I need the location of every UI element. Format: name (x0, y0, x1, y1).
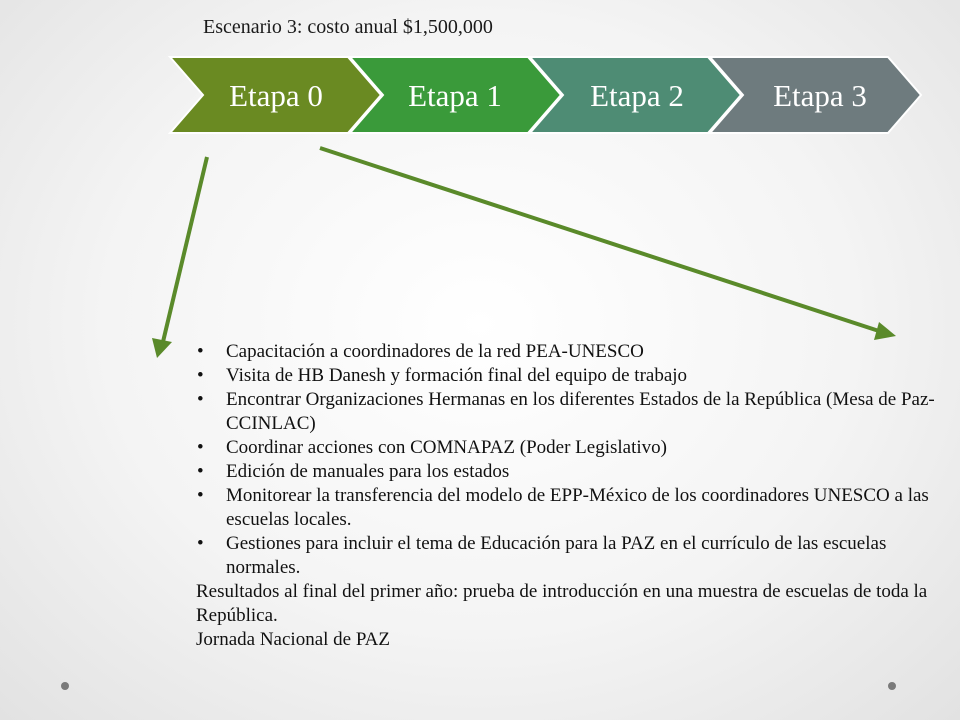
stage-0 (170, 57, 381, 133)
list-item: • Gestiones para incluir el tema de Educación para la PAZ en el currículo de las escuelas normales. (196, 532, 944, 580)
stage-3-label: Etapa 3 (773, 78, 867, 113)
list-item: • Visita de HB Danesh y formación final del equipo de trabajo (196, 364, 944, 388)
list-item: • Capacitación a coordinadores de la red PEA-UNESCO (196, 340, 944, 364)
results-paragraph: Resultados al final del primer año: prueba de introducción en una muestra de escuelas de toda la República. (196, 581, 928, 626)
slide-title: Escenario 3: costo anual $1,500,000 (203, 16, 493, 38)
stage-1-label: Etapa 1 (408, 78, 502, 113)
list-item: • Coordinar acciones con COMNAPAZ (Poder Legislativo) (196, 436, 944, 460)
list-item: • Monitorear la transferencia del modelo de EPP-México de los coordinadores UNESCO a las escuelas locales. (196, 484, 944, 532)
content-area (196, 340, 944, 652)
stage-2-label: Etapa 2 (590, 78, 684, 113)
activity-list (196, 340, 944, 580)
jornada-line: Jornada Nacional de PAZ (196, 629, 390, 650)
list-item: • Encontrar Organizaciones Hermanas en los diferentes Estados de la República (Mesa de Paz-CCINLAC) (196, 388, 944, 436)
list-item: • Edición de manuales para los estados (196, 460, 944, 484)
decorative-dot-left (61, 682, 69, 690)
decorative-dot-right (888, 682, 896, 690)
stage-0-label: Etapa 0 (229, 78, 323, 113)
